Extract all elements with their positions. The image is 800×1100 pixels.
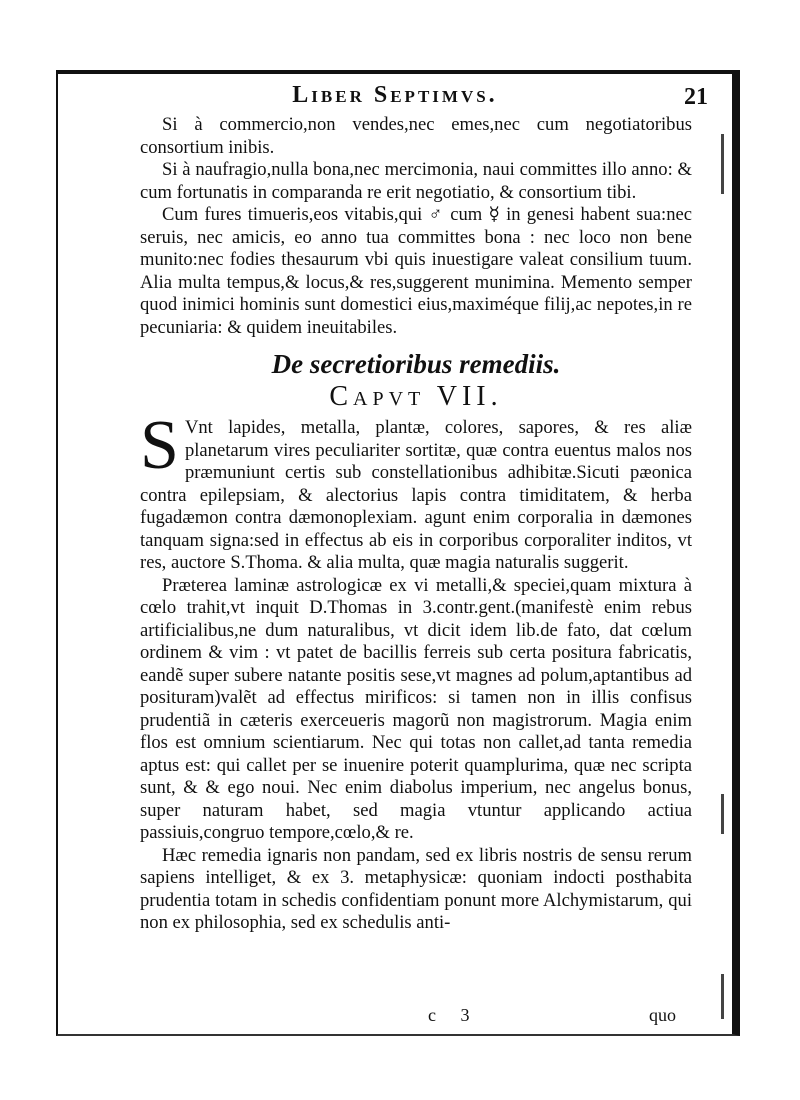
paragraph-shipwreck: Si à naufragio,nulla bona,nec mercimonia, naui committes illo anno: & cum fortunatis in comparanda re erit negotiatio, & consortium tibi. bbox=[140, 159, 692, 203]
paragraph-commerce: Si à commercio,non vendes,nec emes,nec cum negotiatoribus consortium inibis. bbox=[140, 114, 692, 158]
page-footer bbox=[58, 1002, 732, 1026]
page-header bbox=[58, 82, 732, 112]
running-head: Liber Septimvs. bbox=[292, 82, 498, 108]
page-number: 21 bbox=[684, 84, 708, 110]
book-page bbox=[56, 70, 740, 1036]
chapter-heading: Capvt VII. bbox=[329, 381, 503, 412]
scan-edge-mark-middle bbox=[721, 794, 724, 834]
signature-mark: c 3 bbox=[428, 1005, 480, 1025]
page-content bbox=[140, 114, 692, 1014]
section-title: De secretioribus remediis. bbox=[271, 349, 561, 379]
paragraph-astrological-plates: Præterea laminæ astrologicæ ex vi metalli,& speciei,quam mixtura à cœlo trahit,vt inquit D.Thomas in 3.contr.gent.(manifestè enim rebus artificialibus,ne dum naturalibus, vt dicit idem lib.de fato, dat cœlum ordinem & vim : vt patet de bacillis ferreis sub certa positura fabricatis, eandẽ super subere natante positis sese,vt magnes ad polum,aptantibus ad posituram)valẽt ad effectus mirificos: si tamen non in illis confisus prudentiã in cæteris exerceueris magorũ non magistrorum. Magia enim flos est omnium scientiarum. Nec qui totas non callet,ad tanta remedia aptus est: qui callet per se inuenire poterit quamplurima, quæ nec scripta sunt, & & ego noui. Nec enim diabolus imperium, nec angelus bonus, super naturam habet, sed magia vtuntur applicando actiua passiuis,congruo tempore,cœlo,& re. bbox=[140, 574, 692, 843]
paragraph-remedies-intro: SVnt lapides, metalla, plantæ, colores, sapores, & res aliæ planetarum vires peculiariter sortitæ, quæ contra euentus malos nos præmuniunt certis sub constellationibus adhibitæ.Sicuti pæonica contra epilepsiam, & alectorius lapis contra timiditatem, & herba fugadæmon contra dæmonoplexiam. agunt enim corporalia in dæmones tanquam signa:sed in effectus ab eis in corporibus corporaliter inditos, vt res, auctore S.Thoma. & alia multa, quæ magia naturalis suggerit. bbox=[140, 407, 692, 573]
scan-edge-mark-top bbox=[721, 134, 724, 194]
catchword: quo bbox=[649, 1005, 676, 1025]
paragraph-thieves: Cum fures timueris,eos vitabis,qui ♂ cum ☿ in genesi habent sua:nec seruis, nec amicis, eo anno tua committes bona : nec loco non bene munito:nec fodies thesaurum vbi quis inuestigare valeat consilium tuum. Alia multa tempus,& locus,& res,suggerent munimina. Memento semper quod inimici hominis sunt domestici eius,maximéque filij,ac nepotes,in re pecuniaria: & quidem ineuitabiles. bbox=[140, 204, 692, 338]
paragraph-hidden-remedies: Hæc remedia ignaris non pandam, sed ex libris nostris de sensu rerum sapiens intelliget, & ex 3. metaphysicæ: quoniam indocti posthabita prudentia totam in schedis confidentiam ponunt more Alchymistarum, qui non ex philosophia, sed ex schedulis anti- bbox=[140, 844, 692, 933]
scan-edge-mark-bottom bbox=[721, 974, 724, 1019]
